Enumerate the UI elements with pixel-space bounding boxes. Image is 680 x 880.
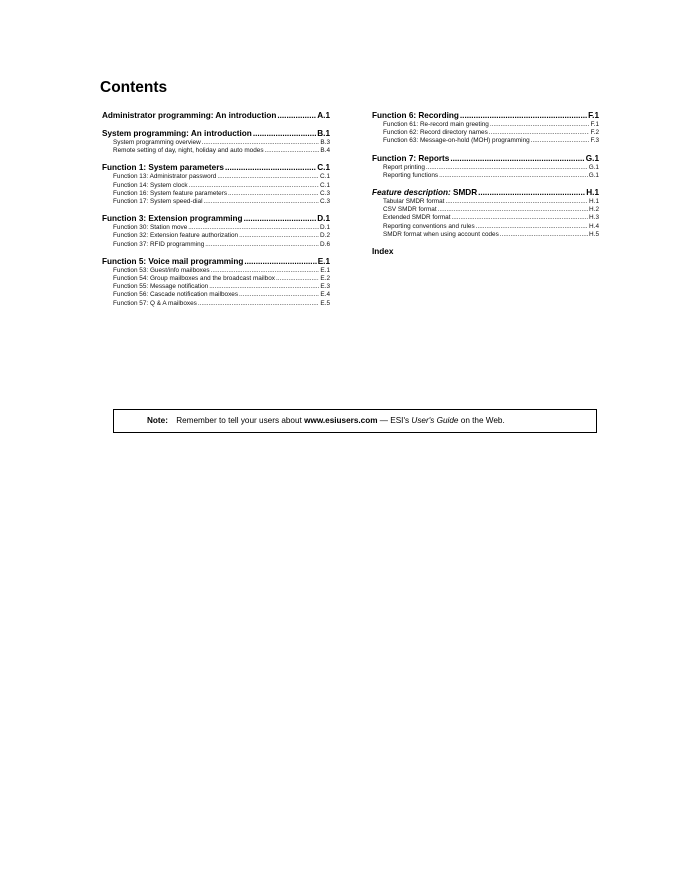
toc-section	[102, 163, 330, 206]
toc-entry[interactable]	[372, 164, 599, 172]
toc-entry[interactable]	[372, 206, 599, 214]
toc-entry-page: C.1	[320, 181, 330, 189]
toc-entry[interactable]	[102, 182, 330, 190]
dot-leader	[489, 129, 590, 137]
toc-entry-page: H.3	[589, 214, 599, 222]
toc-entry[interactable]	[372, 223, 599, 231]
toc-section-heading[interactable]	[102, 163, 330, 173]
dot-leader	[244, 214, 317, 224]
toc-entry[interactable]	[102, 267, 330, 275]
toc-entry[interactable]	[372, 137, 599, 145]
toc-entry[interactable]	[102, 291, 330, 299]
toc-entry-label: Remote setting of day, night, holiday and auto modes	[113, 147, 264, 155]
toc-entry-label: Reporting functions	[383, 171, 439, 179]
toc-entry-label: Function 32: Extension feature authorization	[113, 232, 239, 240]
toc-right-column	[372, 111, 599, 257]
toc-entry-page: H.2	[589, 206, 599, 214]
toc-section-heading[interactable]	[102, 257, 330, 267]
toc-page-number: B.1	[317, 129, 330, 138]
toc-entry[interactable]	[102, 275, 330, 283]
toc-entry-page: F.1	[590, 121, 599, 128]
toc-entry-label: CSV SMDR format	[383, 206, 437, 214]
dot-leader	[225, 163, 316, 173]
toc-entry-page: H.5	[589, 230, 599, 238]
toc-section	[102, 129, 330, 155]
toc-entry[interactable]	[102, 283, 330, 291]
toc-entry-page: E.1	[320, 266, 330, 274]
dot-leader	[531, 137, 590, 145]
dot-leader	[239, 291, 319, 299]
toc-entry-page: H.4	[589, 222, 599, 230]
note-text-before: Remember to tell your users about	[176, 416, 302, 425]
toc-entry[interactable]	[102, 232, 330, 240]
toc-entry-label: Function 13: Administrator password	[113, 173, 217, 181]
toc-entry[interactable]	[102, 224, 330, 232]
dot-leader	[198, 300, 320, 308]
toc-entry-label: Function 53: Guest/info mailboxes	[113, 266, 210, 274]
toc-entry[interactable]	[102, 139, 330, 147]
toc-heading-label: Function 1: System parameters	[102, 163, 224, 173]
dot-leader	[277, 111, 316, 121]
dot-leader	[439, 172, 588, 180]
toc-left-column	[102, 111, 330, 316]
toc-section-heading[interactable]	[372, 111, 599, 121]
toc-section-heading[interactable]	[372, 188, 599, 198]
toc-entry-page: C.1	[320, 173, 330, 181]
toc-page-number: E.1	[317, 256, 330, 266]
toc-page-number: F.1	[588, 111, 599, 120]
dot-leader	[476, 223, 588, 231]
toc-section-heading[interactable]	[102, 129, 330, 139]
toc-entry[interactable]	[102, 300, 330, 308]
note-text	[114, 410, 596, 432]
toc-section-heading[interactable]	[372, 154, 599, 164]
dot-leader	[450, 154, 584, 164]
toc-entry[interactable]	[372, 121, 599, 129]
dot-leader	[239, 232, 319, 240]
toc-section	[372, 188, 599, 239]
dot-leader	[445, 198, 588, 206]
toc-page-number: C.1	[317, 163, 330, 173]
toc-entry[interactable]	[372, 198, 599, 206]
users-site-link[interactable]: www.esiusers.com	[304, 416, 378, 425]
toc-section	[102, 257, 330, 308]
toc-entry-label: Report printing	[383, 163, 425, 171]
dot-leader	[451, 214, 588, 222]
toc-entry-page: C.3	[320, 198, 330, 206]
toc-entry-label: Function 56: Cascade notification mailboxes	[113, 291, 239, 299]
dot-leader	[244, 257, 316, 267]
toc-entry-page: H.1	[589, 198, 599, 206]
toc-entry[interactable]	[372, 172, 599, 180]
dot-leader	[217, 173, 319, 181]
toc-entry[interactable]	[372, 214, 599, 222]
toc-entry[interactable]	[102, 241, 330, 249]
toc-heading-label: Administrator programming: An introduction	[102, 111, 277, 120]
toc-entry-page: B.4	[320, 147, 330, 155]
toc-entry[interactable]	[102, 173, 330, 181]
toc-entry-page: E.2	[320, 275, 330, 283]
toc-entry-page: F.3	[590, 137, 599, 145]
dot-leader	[228, 190, 319, 198]
toc-entry-page: D.1	[320, 224, 330, 232]
toc-entry-label: Function 61: Re-record main greeting	[383, 121, 489, 128]
dot-leader	[276, 275, 319, 283]
toc-heading-label: System programming: An introduction	[102, 129, 252, 138]
toc-entry-label: Function 37: RFID programming	[113, 240, 205, 248]
users-guide-title: User's Guide	[411, 416, 459, 425]
toc-entry-page: G.1	[588, 163, 599, 171]
dot-leader	[205, 241, 319, 249]
dot-leader	[211, 267, 320, 275]
toc-page-number: H.1	[586, 188, 599, 198]
dot-leader	[265, 147, 320, 155]
toc-entry-label: Function 55: Message notification	[113, 283, 209, 291]
toc-entry-page: E.3	[320, 283, 330, 291]
toc-entry[interactable]	[102, 190, 330, 198]
toc-entry[interactable]	[102, 198, 330, 206]
toc-entry-page: D.2	[320, 232, 330, 240]
dot-leader	[253, 129, 316, 139]
dot-leader	[438, 206, 588, 214]
toc-heading-label: Function 5: Voice mail programming	[102, 256, 244, 266]
toc-entry[interactable]	[372, 129, 599, 137]
toc-entry-page: B.3	[320, 139, 330, 146]
page-title: Contents	[100, 79, 168, 96]
toc-section	[102, 111, 330, 121]
toc-entry-label: SMDR format when using account codes	[383, 230, 499, 238]
toc-entry-page: G.1	[588, 171, 599, 179]
toc-entry-label: Extended SMDR format	[383, 214, 451, 222]
toc-page-number: G.1	[585, 153, 599, 163]
toc-entry-page: F.2	[590, 129, 599, 137]
dot-leader	[500, 231, 588, 239]
dot-leader	[204, 198, 320, 206]
toc-entry-page: E.4	[320, 291, 330, 299]
toc-entry-label: Function 62: Record directory names	[383, 129, 488, 137]
dot-leader	[478, 188, 585, 198]
toc-entry-label: System programming overview	[113, 139, 201, 146]
toc-entry-label: Function 54: Group mailboxes and the broadcast mailbox	[113, 275, 275, 283]
toc-heading-label: SMDR	[453, 188, 478, 198]
toc-entry-label: Reporting conventions and rules	[383, 222, 475, 230]
toc-heading-label: Function 3: Extension programming	[102, 214, 243, 224]
dot-leader	[188, 224, 319, 232]
toc-heading-label: Function 7: Reports	[372, 153, 450, 163]
dot-leader	[490, 121, 590, 129]
note-label: Note:	[147, 416, 168, 425]
toc-entry-label: Function 63: Message-on-hold (MOH) programming	[383, 137, 530, 145]
dot-leader	[202, 139, 320, 147]
toc-section	[372, 111, 599, 146]
dot-leader	[426, 164, 588, 172]
toc-entry-page: C.3	[320, 189, 330, 197]
toc-section-heading[interactable]	[102, 111, 330, 121]
toc-page-number: D.1	[317, 214, 330, 224]
toc-heading-italic-label: Feature description:	[372, 188, 451, 198]
toc-page-number: A.1	[317, 111, 330, 120]
toc-entry-label: Function 57: Q & A mailboxes	[113, 299, 197, 307]
toc-heading-label: Function 6: Recording	[372, 111, 459, 120]
note-text-after: on the Web.	[460, 416, 505, 425]
toc-entry[interactable]	[372, 231, 599, 239]
toc-entry-page: D.6	[320, 240, 330, 248]
toc-entry-page: E.5	[320, 299, 330, 307]
toc-section-heading[interactable]	[102, 214, 330, 224]
toc-entry-label: Function 30: Station move	[113, 224, 188, 232]
note-box	[113, 409, 597, 433]
toc-index-heading[interactable]: Index	[372, 247, 394, 257]
dot-leader	[189, 182, 319, 190]
dot-leader	[209, 283, 319, 291]
toc-section	[372, 154, 599, 180]
note-text-middle: — ESI's	[379, 416, 410, 425]
toc-section	[102, 214, 330, 249]
toc-entry-label: Function 14: System clock	[113, 181, 188, 189]
dot-leader	[460, 111, 587, 121]
toc-entry-label: Function 17: System speed-dial	[113, 198, 203, 206]
toc-entry-label: Tabular SMDR format	[383, 198, 445, 206]
toc-entry-label: Function 16: System feature parameters	[113, 189, 228, 197]
toc-entry[interactable]	[102, 147, 330, 155]
